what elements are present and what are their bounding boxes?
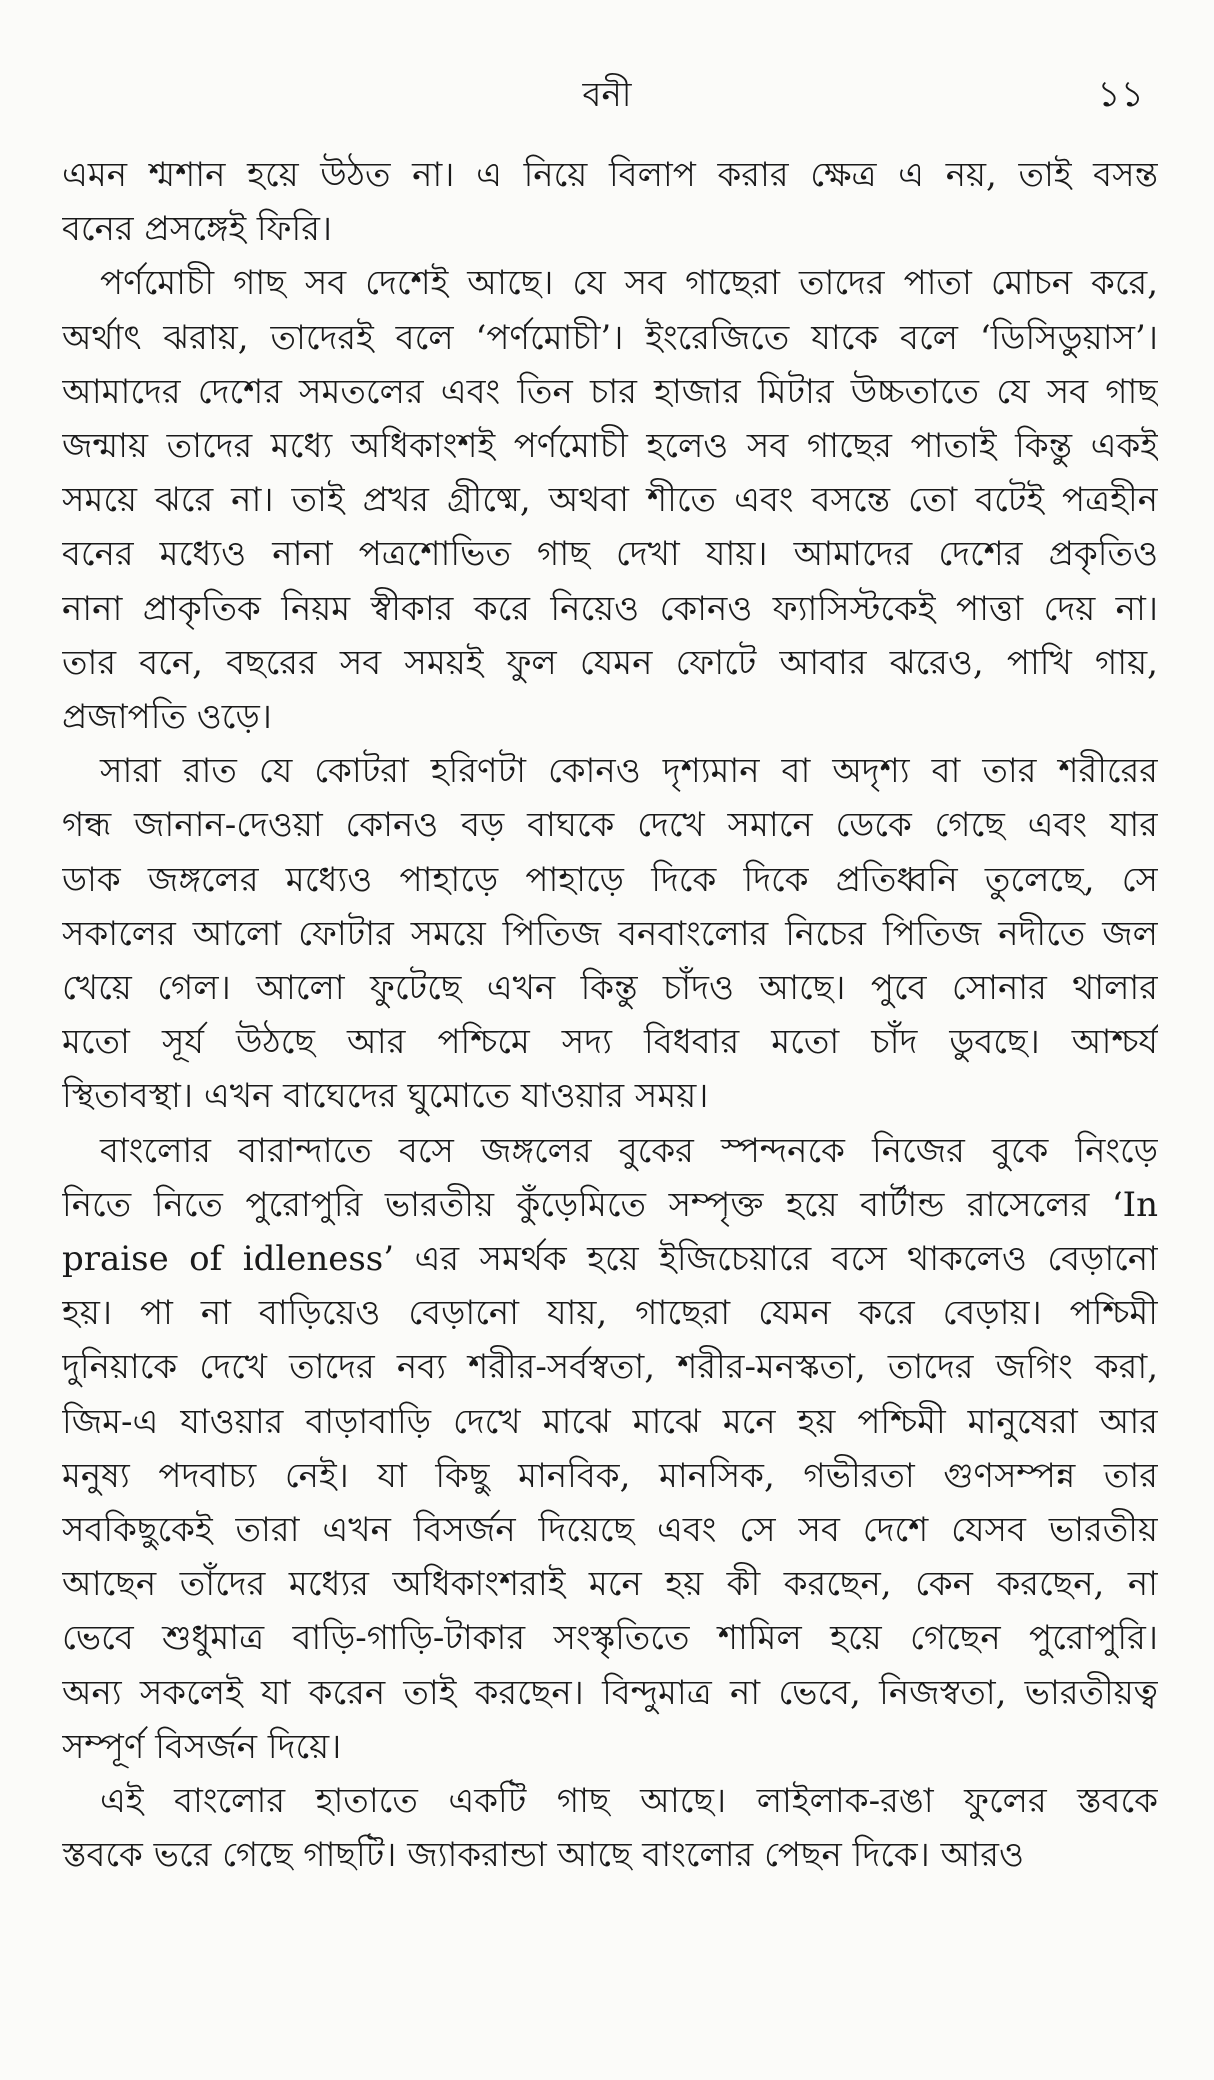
text-line: মনুষ্য পদবাচ্য নেই। যা কিছু মানবিক, মানসিক, গভীরতা গুণসম্পন্ন তার xyxy=(62,1455,1158,1496)
text-line: বনের প্রসঙ্গেই ফিরি। xyxy=(62,209,333,250)
text-line: সবকিছুকেই তারা এখন বিসর্জন দিয়েছে এবং সে সব দেশে যেসব ভারতীয় xyxy=(62,1510,1158,1551)
paragraph xyxy=(62,148,1158,256)
text-line: এমন শ্মশান হয়ে উঠত না। এ নিয়ে বিলাপ করার ক্ষেত্র এ নয়, তাই বসন্ত xyxy=(62,155,1158,195)
text-line: খেয়ে গেল। আলো ফুটেছে এখন কিন্তু চাঁদও আছে। পুবে সোনার থালার xyxy=(62,968,1158,1009)
text-line: বনের মধ্যেও নানা পত্রশোভিত গাছ দেখা যায়। আমাদের দেশের প্রকৃতিও xyxy=(62,534,1158,575)
text-line: স্থিতাবস্থা। এখন বাঘেদের ঘুমোতে যাওয়ার সময়। xyxy=(62,1076,709,1117)
text-line: আছেন তাঁদের মধ্যের অধিকাংশরাই মনে হয় কী করছেন, কেন করছেন, না xyxy=(62,1564,1158,1605)
running-head xyxy=(0,70,1214,120)
text-line: জিম-এ যাওয়ার বাড়াবাড়ি দেখে মাঝে মাঝে মনে হয় পশ্চিমী মানুষেরা আর xyxy=(62,1401,1158,1442)
text-line: আমাদের দেশের সমতলের এবং তিন চার হাজার মিটার উচ্চতাতে যে সব গাছ xyxy=(62,371,1158,412)
page-number: ১১ xyxy=(1097,74,1144,115)
text-line: নিতে নিতে পুরোপুরি ভারতীয় কুঁড়েমিতে সম্পৃক্ত হয়ে বার্টান্ড রাসেলের ‘In xyxy=(62,1184,1158,1225)
text-line: সকালের আলো ফোটার সময়ে পিতিজ বনবাংলোর নিচের পিতিজ নদীতে জল xyxy=(62,913,1158,954)
text-line: praise of idleness’ এর সমর্থক হয়ে ইজিচেয়ারে বসে থাকলেও বেড়ানো xyxy=(62,1239,1158,1280)
text-line: সারা রাত যে কোটরা হরিণটা কোনও দৃশ্যমান বা অদৃশ্য বা তার শরীরের xyxy=(100,751,1158,792)
text-line: গন্ধ জানান-দেওয়া কোনও বড় বাঘকে দেখে সমানে ডেকে গেছে এবং যার xyxy=(62,805,1158,846)
text-line: দুনিয়াকে দেখে তাদের নব্য শরীর-সর্বস্বতা, শরীর-মনস্কতা, তাদের জগিং করা, xyxy=(62,1347,1158,1388)
text-line: নানা প্রাকৃতিক নিয়ম স্বীকার করে নিয়েও কোনও ফ্যাসিস্টকেই পাত্তা দেয় না। xyxy=(62,588,1158,629)
text-line: স্তবকে ভরে গেছে গাছটি। জ্যাকরান্ডা আছে বাংলোর পেছন দিকে। আরও xyxy=(62,1835,1025,1876)
text-line: অন্য সকলেই যা করেন তাই করছেন। বিন্দুমাত্র না ভেবে, নিজস্বতা, ভারতীয়ত্ব xyxy=(62,1672,1158,1713)
paragraph xyxy=(62,1774,1158,1882)
text-line: হয়। পা না বাড়িয়েও বেড়ানো যায়, গাছেরা যেমন করে বেড়ায়। পশ্চিমী xyxy=(62,1293,1158,1334)
text-line: প্রজাপতি ওড়ে। xyxy=(62,697,272,738)
paragraph xyxy=(62,1124,1158,1774)
text-line: তার বনে, বছরের সব সময়ই ফুল যেমন ফোটে আবার ঝরেও, পাখি গায়, xyxy=(62,642,1158,683)
text-line: এই বাংলোর হাতাতে একটি গাছ আছে। লাইলাক-রঙা ফুলের স্তবকে xyxy=(100,1781,1158,1822)
text-line: সময়ে ঝরে না। তাই প্রখর গ্রীষ্মে, অথবা শীতে এবং বসন্তে তো বটেই পত্রহীন xyxy=(62,480,1158,521)
body-text xyxy=(62,148,1158,1883)
text-line: মতো সূর্য উঠছে আর পশ্চিমে সদ্য বিধবার মতো চাঁদ ডুবছে। আশ্চর্য xyxy=(62,1022,1158,1063)
text-line: অর্থাৎ ঝরায়, তাদেরই বলে ‘পর্ণমোচী’। ইংরেজিতে যাকে বলে ‘ডিসিডুয়াস’। xyxy=(62,317,1158,358)
text-line: ডাক জঙ্গলের মধ্যেও পাহাড়ে পাহাড়ে দিকে দিকে প্রতিধ্বনি তুলেছে, সে xyxy=(62,859,1158,900)
text-line: পর্ণমোচী গাছ সব দেশেই আছে। যে সব গাছেরা তাদের পাতা মোচন করে, xyxy=(100,263,1158,304)
text-line: সম্পূর্ণ বিসর্জন দিয়ে। xyxy=(62,1726,342,1767)
text-line: ভেবে শুধুমাত্র বাড়ি-গাড়ি-টাকার সংস্কৃতিতে শামিল হয়ে গেছেন পুরোপুরি। xyxy=(62,1618,1158,1659)
paragraph xyxy=(62,744,1158,1123)
text-line: বাংলোর বারান্দাতে বসে জঙ্গলের বুকের স্পন্দনকে নিজের বুকে নিংড়ে xyxy=(100,1130,1158,1171)
text-line: জন্মায় তাদের মধ্যে অধিকাংশই পর্ণমোচী হলেও সব গাছের পাতাই কিন্তু একই xyxy=(62,426,1158,467)
paragraph xyxy=(62,256,1158,744)
running-title: বনী xyxy=(582,75,632,115)
